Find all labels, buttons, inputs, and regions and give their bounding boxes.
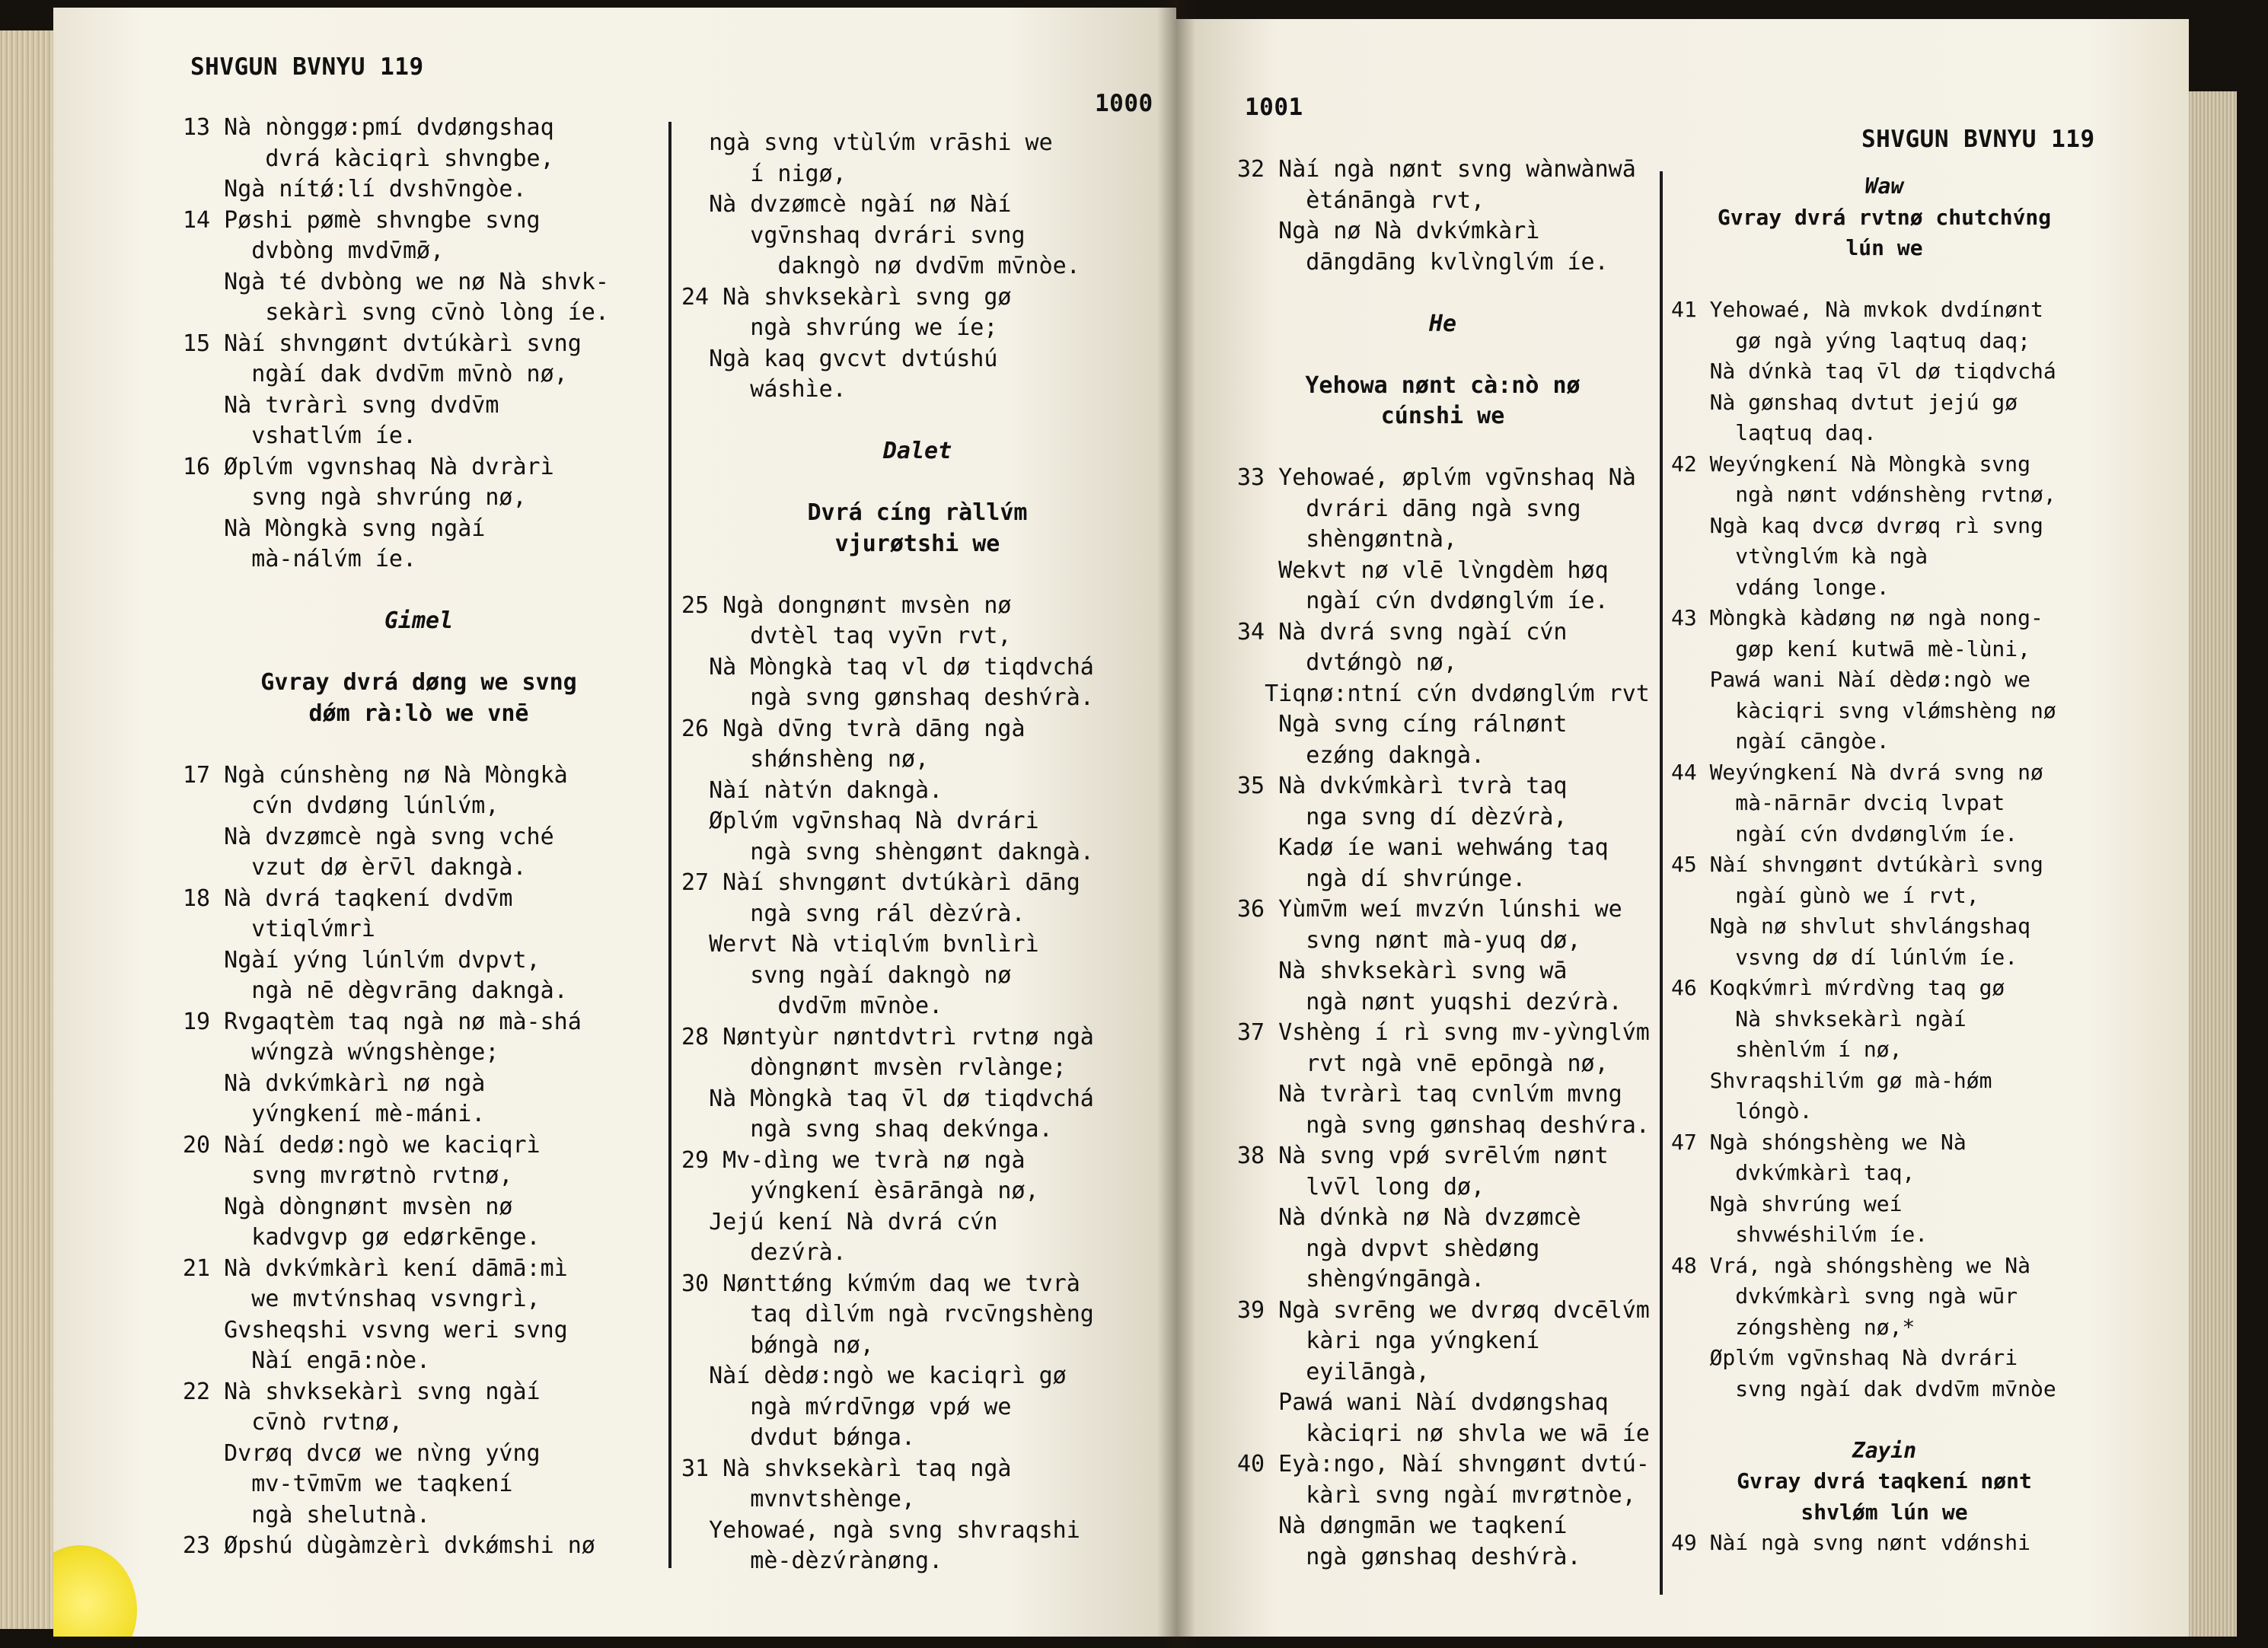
verse-line: Nà dvkv́mkàrì nø ngà xyxy=(183,1069,486,1097)
section-letter: Gimel xyxy=(384,607,454,634)
right-column-1 xyxy=(1237,155,1650,1573)
verse-line: Nà tvràrì svng dvdv̄m xyxy=(183,391,499,419)
spacer xyxy=(681,406,1153,437)
verse-line: Ngà té dvbòng we nø Nà shvk- xyxy=(183,268,609,295)
verse-line: 47 Ngà shóngshèng we Nà xyxy=(1671,1129,1967,1155)
verse-line: wv́ngzà wv́ngshènge; xyxy=(183,1039,499,1066)
verse-line: dāngdāng kvlv̀nglv́m íe. xyxy=(1237,248,1609,276)
verse-line: sekàrì svng cv̄nò lòng íe. xyxy=(183,299,609,326)
verse-line: dvbòng mvdv̄mø̄, xyxy=(183,237,445,264)
verse-line: dvkv́mkàrì taq, xyxy=(1671,1160,1916,1185)
verse-line: 48 Vrá, ngà shóngshèng we Nà xyxy=(1671,1252,2031,1278)
verse-line: we mvtv́nshaq vsvngrì, xyxy=(183,1286,541,1312)
verse-line: 49 Nàí ngà svng nønt vdǿnshi xyxy=(1671,1530,2031,1555)
verse-line: ngàí cv́n dvdønglv́m íe. xyxy=(1671,821,2018,846)
verse-line: Ngà nítǿ:lí dvshv̄ngòe. xyxy=(183,176,527,202)
verse-line: dakngò nø dvdv̄m mv̄nòe. xyxy=(681,253,1080,279)
verse-line: Ngà kaq dvcø dvrøq rì svng xyxy=(1671,512,2043,538)
section-letter: Dalet xyxy=(882,438,952,464)
verse-line: Nà Mòngkà taq v̄l dø tiqdvchá xyxy=(681,1085,1094,1112)
verse-line: 44 Weyv́ngkení Nà dvrá svng nø xyxy=(1671,759,2043,785)
verse-line: taq dìlv́m ngà rvcv̄ngshèng xyxy=(681,1301,1094,1328)
verse-line: vgv̄nshaq dvrári svng xyxy=(681,222,1026,249)
verse-line: svng ngàí dakngò nø xyxy=(681,961,1012,989)
section-heading-line: Gvray dvrá rvtnø chutchv́ng xyxy=(1717,204,2052,230)
right-page xyxy=(1176,19,2189,1637)
verse-line: ngà shelutnà. xyxy=(183,1501,431,1528)
verse-line: Yehowaé, ngà svng shvraqshi xyxy=(681,1516,1080,1544)
section-heading-line: cúnshi we xyxy=(1380,403,1505,429)
verse-line: Tiqnø:ntní cv́n dvdønglv́m rvt xyxy=(1237,680,1650,707)
spacer xyxy=(183,637,655,668)
verse-line: 16 Øplv́m vgvnshaq Nà dvràrì xyxy=(183,453,554,480)
verse-line: Ngà dòngnønt mvsèn nø xyxy=(183,1193,513,1220)
verse-line: 40 Eyà:ngo, Nàí shvngønt dvtú- xyxy=(1237,1451,1650,1477)
verse-line: 14 Pøshi pømè shvngbe svng xyxy=(183,206,541,234)
verse-line: Nà gønshaq dvtut jejú gø xyxy=(1671,389,2018,415)
spacer xyxy=(183,729,655,760)
verse-line: Dvrøq dvcø we nv̀ng yv́ng xyxy=(183,1439,541,1467)
verse-line: kadvgvp gø edørkēnge. xyxy=(183,1224,541,1251)
verse-line: 20 Nàí dedø:ngò we kaciqrì xyxy=(183,1131,541,1159)
verse-line: shvwéshilv́m íe. xyxy=(1671,1222,1928,1247)
verse-line: shǿnshèng nø, xyxy=(681,746,930,773)
verse-line: 42 Weyv́ngkení Nà Mòngkà svng xyxy=(1671,451,2031,477)
verse-line: ngà shvrúng we íe; xyxy=(681,314,998,341)
verse-line: yv́ngkení èsārāngà nø, xyxy=(681,1178,1039,1204)
verse-line: ngà dvpvt shèdøng xyxy=(1237,1235,1540,1262)
verse-line: cv̄nò rvtnø, xyxy=(183,1409,403,1436)
verse-line: 45 Nàí shvngønt dvtúkàrì svng xyxy=(1671,852,2043,877)
verse-line: Nàí dèdø:ngò we kaciqrì gø xyxy=(681,1363,1067,1389)
verse-line: ngàí gùnò we í rvt, xyxy=(1671,882,1979,908)
verse-line: mà-nálv́m íe. xyxy=(183,546,417,572)
left-page xyxy=(53,8,1176,1637)
verse-line: 33 Yehowaé, øplv́m vgv̄nshaq Nà xyxy=(1237,464,1636,491)
verse-line: 35 Nà dvkv́mkàrì tvrà taq xyxy=(1237,773,1568,799)
verse-line: ngà mv́rdv̄ngø vpǿ we xyxy=(681,1393,1012,1420)
verse-line: Ngà nø Nà dvkv́mkàrì xyxy=(1237,218,1540,244)
book-gutter xyxy=(1157,0,1195,1648)
verse-line: 18 Nà dvrá taqkení dvdv̄m xyxy=(183,885,513,912)
spacer xyxy=(1671,1404,2097,1436)
verse-line: dvdut bǿnga. xyxy=(681,1424,916,1451)
section-heading-line: vjurøtshi we xyxy=(834,530,1000,557)
column-rule-left xyxy=(668,122,671,1568)
running-header-left: SHVGUN BVNYU 119 xyxy=(190,53,424,81)
spacer xyxy=(183,575,655,607)
spacer xyxy=(681,467,1153,499)
verse-line: 23 Øpshú dùgàmzèrì dvkǿmshi nø xyxy=(183,1532,595,1559)
spacer xyxy=(1237,278,1650,309)
verse-line: ngàí cāngòe. xyxy=(1671,728,1890,754)
verse-line: Gvsheqshi vsvng weri svng xyxy=(183,1316,568,1344)
verse-line: dòngnønt mvsèn rvlànge; xyxy=(681,1054,1067,1081)
verse-line: shèngøntnà, xyxy=(1237,526,1457,553)
verse-line: rvt ngà vnē epōngà nø, xyxy=(1237,1050,1609,1077)
verse-line: mà-nārnār dvciq lvpat xyxy=(1671,790,2005,815)
verse-line: cv́n dvdøng lúnlv́m, xyxy=(183,792,499,819)
verse-line: lóngò. xyxy=(1671,1098,1813,1124)
verse-line: 26 Ngà dv̄ng tvrà dāng ngà xyxy=(681,715,1026,742)
verse-line: í nigø, xyxy=(681,160,847,187)
verse-line: ngà svng gønshaq deshv́rà. xyxy=(681,684,1094,711)
column-rule-right xyxy=(1660,171,1663,1595)
verse-line: ezǿng dakngà. xyxy=(1237,741,1485,769)
verse-line: ètánāngà rvt, xyxy=(1237,186,1485,214)
spacer xyxy=(1237,339,1650,371)
verse-line: 43 Mòngkà kàdøng nø ngà nong- xyxy=(1671,605,2043,630)
verse-line: vtiqlv́mrì xyxy=(183,916,375,942)
verse-line: ngà svng gønshaq deshv́ra. xyxy=(1237,1111,1650,1139)
verse-line: dezv́rà. xyxy=(681,1239,847,1266)
verse-line: wáshìe. xyxy=(681,376,847,403)
verse-line: Ngà kaq gvcvt dvtúshú xyxy=(681,345,998,372)
verse-line: shèngv́ngāngà. xyxy=(1237,1266,1485,1293)
verse-line: 37 Vshèng í rì svng mv-yv̀nglv́m xyxy=(1237,1019,1650,1046)
verse-line: ngàí dak dvdv̄m mv̄nò nø, xyxy=(183,361,568,387)
section-letter: Waw xyxy=(1864,174,1904,199)
verse-line: kàciqri svng vlǿmshèng nø xyxy=(1671,697,2056,723)
verse-line: eyilāngà, xyxy=(1237,1358,1430,1385)
verse-line: Ngà svng cíng rálnønt xyxy=(1237,711,1568,738)
verse-line: ngà svng shaq dekv́nga. xyxy=(681,1116,1053,1143)
spacer xyxy=(1237,432,1650,464)
verse-line: ngàí cv́n dvdønglv́m íe. xyxy=(1237,588,1609,614)
verse-line: kàciqri nø shvla we wā íe xyxy=(1237,1420,1650,1447)
verse-line: Nà shvksekàrì ngàí xyxy=(1671,1006,1967,1031)
verse-line: svng ngàí dak dvdv̄m mv̄nòe xyxy=(1671,1375,2056,1401)
left-column-1 xyxy=(183,113,655,1562)
verse-line: Ngàí yv́ng lúnlv́m dvpvt, xyxy=(183,946,541,974)
verse-line: kàri nga yv́ngkení xyxy=(1237,1328,1540,1354)
verse-line: Wekvt nø vlē lv̀ngdèm høq xyxy=(1237,556,1609,584)
verse-line: vdáng longe. xyxy=(1671,574,1890,600)
verse-line: dvdv̄m mv̄nòe. xyxy=(681,993,943,1019)
verse-line: 19 Rvgaqtèm taq ngà nø mà-shá xyxy=(183,1008,582,1035)
verse-line: yv́ngkení mè-máni. xyxy=(183,1101,486,1127)
verse-line: vzut dø èrv̄l dakngà. xyxy=(183,854,527,881)
verse-line: kàrì svng ngàí mvrøtnòe, xyxy=(1237,1481,1636,1509)
section-heading-line: Dvrá cíng ràllv́m xyxy=(807,499,1028,526)
verse-line: laqtuq daq. xyxy=(1671,420,1877,445)
verse-line: 41 Yehowaé, Nà mvkok dvdínønt xyxy=(1671,297,2043,322)
verse-line: 29 Mv-dìng we tvrà nø ngà xyxy=(681,1146,1026,1174)
verse-line: gøp kení kutwā mè-lùni, xyxy=(1671,636,2031,661)
verse-line: 24 Nà shvksekàrì svng gø xyxy=(681,283,1012,311)
running-header-right: SHVGUN BVNYU 119 xyxy=(1861,126,2095,153)
verse-line: 21 Nà dvkv́mkàrì kení dāmā:mì xyxy=(183,1254,568,1282)
verse-line: ngà nē dègvrāng dakngà. xyxy=(183,977,568,1004)
verse-line: 36 Yùmv̄m weí mvzv́n lúnshi we xyxy=(1237,896,1622,923)
verse-line: dvtèl taq vyv̄n rvt, xyxy=(681,623,1012,649)
verse-line: Øplv́m vgv̄nshaq Nà dvrári xyxy=(681,808,1039,834)
verse-line: Nàí engā:nòe. xyxy=(183,1347,431,1374)
section-heading-line: Gvray dvrá døng we svng xyxy=(260,669,577,696)
verse-line: Pawá wani Nàí dvdøngshaq xyxy=(1237,1389,1609,1416)
verse-line: vshatlv́m íe. xyxy=(183,422,417,449)
spacer xyxy=(1671,264,2097,295)
verse-line: Nà dv́nkà taq v̄l dø tiqdvchá xyxy=(1671,359,2056,384)
thumb-tab xyxy=(53,1545,137,1637)
verse-line: zóngshèng nø,* xyxy=(1671,1314,1916,1340)
verse-line: dvrá kàciqrì shvngbe, xyxy=(183,145,554,172)
page-number-left: 1000 xyxy=(1095,90,1153,117)
verse-line: gø ngà yv́ng laqtuq daq; xyxy=(1671,327,2031,353)
verse-line: svng ngà shvrúng nø, xyxy=(183,484,527,511)
verse-line: lvv̄l long dø, xyxy=(1237,1173,1485,1200)
verse-line: Øplv́m vgv̄nshaq Nà dvrári xyxy=(1671,1345,2018,1370)
verse-line: Ngà nø shvlut shvlángshaq xyxy=(1671,913,2031,939)
verse-line: dvtǿngò nø, xyxy=(1237,649,1457,676)
verse-line: 25 Ngà dongnønt mvsèn nø xyxy=(681,591,1012,619)
verse-line: dvrári dāng ngà svng xyxy=(1237,495,1581,522)
verse-line: 13 Nà nònggø:pmí dvdøngshaq xyxy=(183,114,554,141)
verse-line: svng mvrøtnò rvtnø, xyxy=(183,1162,513,1189)
verse-line: ngà nønt yuqshi dezv́rà. xyxy=(1237,988,1622,1015)
verse-line: Jejú kení Nà dvrá cv́n xyxy=(681,1208,998,1235)
verse-line: 34 Nà dvrá svng ngàí cv́n xyxy=(1237,618,1568,645)
verse-line: Pawá wani Nàí dèdø:ngò we xyxy=(1671,667,2031,692)
verse-line: Kadø íe wani wehwáng taq xyxy=(1237,834,1609,861)
verse-line: mè-dèzv́rànøng. xyxy=(681,1548,943,1574)
verse-line: 28 Nøntyùr nøntdvtrì rvtnø ngà xyxy=(681,1023,1094,1050)
section-heading-line: dǿm rà:lò we vnē xyxy=(308,700,529,727)
verse-line: Nà Mòngkà svng ngàí xyxy=(183,515,486,542)
verse-line: Shvraqshilv́m gø mà-hǿm xyxy=(1671,1067,1992,1093)
verse-line: 22 Nà shvksekàrì svng ngàí xyxy=(183,1378,541,1405)
section-heading-line: Gvray dvrá taqkení nønt xyxy=(1737,1468,2032,1493)
verse-line: Nà tvràrì taq cvnlv́m mvng xyxy=(1237,1081,1622,1108)
verse-line: Ngà shvrúng weí xyxy=(1671,1191,1903,1216)
verse-line: mvnvtshènge, xyxy=(681,1486,916,1513)
section-heading-line: lún we xyxy=(1845,235,1923,260)
page-number-right: 1001 xyxy=(1245,94,1303,121)
right-column-2 xyxy=(1671,171,2097,1559)
verse-line: 32 Nàí ngà nønt svng wànwànwā xyxy=(1237,156,1636,183)
verse-line: ngà dí shvrúnge. xyxy=(1237,865,1526,892)
verse-line: ngà svng shèngønt dakngà. xyxy=(681,838,1094,865)
verse-line: Nà dvzømcè ngàí nø Nàí xyxy=(681,191,1012,218)
verse-line: mv-tv̄mv̄m we taqkení xyxy=(183,1471,513,1497)
verse-line: 17 Ngà cúnshèng nø Nà Mòngkà xyxy=(183,761,568,789)
verse-line: Nà Mòngkà taq vl dø tiqdvchá xyxy=(681,653,1094,681)
verse-line: svng nønt mà-yuq dø, xyxy=(1237,926,1581,954)
verse-line: Nà døngmān we taqkení xyxy=(1237,1513,1568,1539)
verse-line: Nàí nàtv́n dakngà. xyxy=(681,776,943,804)
verse-line: 15 Nàí shvngønt dvtúkàrì svng xyxy=(183,330,582,357)
section-letter: He xyxy=(1428,310,1457,337)
verse-line: ngà svng vtùlv́m vrāshi we xyxy=(681,129,1053,156)
verse-line: Nà shvksekàrì svng wā xyxy=(1237,958,1568,984)
verse-line: 31 Nà shvksekàrì taq ngà xyxy=(681,1455,1012,1482)
verse-line: ngà gønshaq deshv́rà. xyxy=(1237,1543,1581,1570)
left-column-2 xyxy=(681,128,1153,1577)
verse-line: 30 Nønttǿng kv́mv́m daq we tvrà xyxy=(681,1270,1080,1297)
section-letter: Zayin xyxy=(1852,1437,1917,1463)
verse-line: 46 Koqkv́mrì mv́rdv̀ng taq gø xyxy=(1671,975,2005,1000)
page-edges-right xyxy=(2183,91,2237,1637)
verse-line: ngà svng rál dèzv́rà. xyxy=(681,900,1026,927)
section-heading-line: shvlǿm lún we xyxy=(1801,1499,1968,1525)
verse-line: Wervt Nà vtiqlv́m bvnlìrì xyxy=(681,931,1039,958)
verse-line: 38 Nà svng vpǿ svrēlv́m nønt xyxy=(1237,1143,1609,1169)
verse-line: vtv̀nglv́m kà ngà xyxy=(1671,543,1928,569)
verse-line: shènlv́m í nø, xyxy=(1671,1037,1903,1062)
verse-line: ngà nønt vdǿnshèng rvtnø, xyxy=(1671,482,2056,507)
verse-line: Nà dvzømcè ngà svng vché xyxy=(183,823,554,850)
verse-line: dvkv́mkàrì svng ngà wūr xyxy=(1671,1283,2018,1309)
verse-line: Nà dv́nkà nø Nà dvzømcè xyxy=(1237,1204,1581,1231)
verse-line: 27 Nàí shvngønt dvtúkàrì dāng xyxy=(681,869,1080,896)
verse-line: bǿngà nø, xyxy=(681,1331,874,1359)
spacer xyxy=(681,559,1153,591)
verse-line: nga svng dí dèzv́rà, xyxy=(1237,803,1568,830)
section-heading-line: Yehowa nønt cà:nò nø xyxy=(1305,371,1581,399)
verse-line: vsvng dø dí lúnlv́m íe. xyxy=(1671,944,2018,970)
verse-line: 39 Ngà svrēng we dvrøq dvcēlv́m xyxy=(1237,1296,1650,1324)
